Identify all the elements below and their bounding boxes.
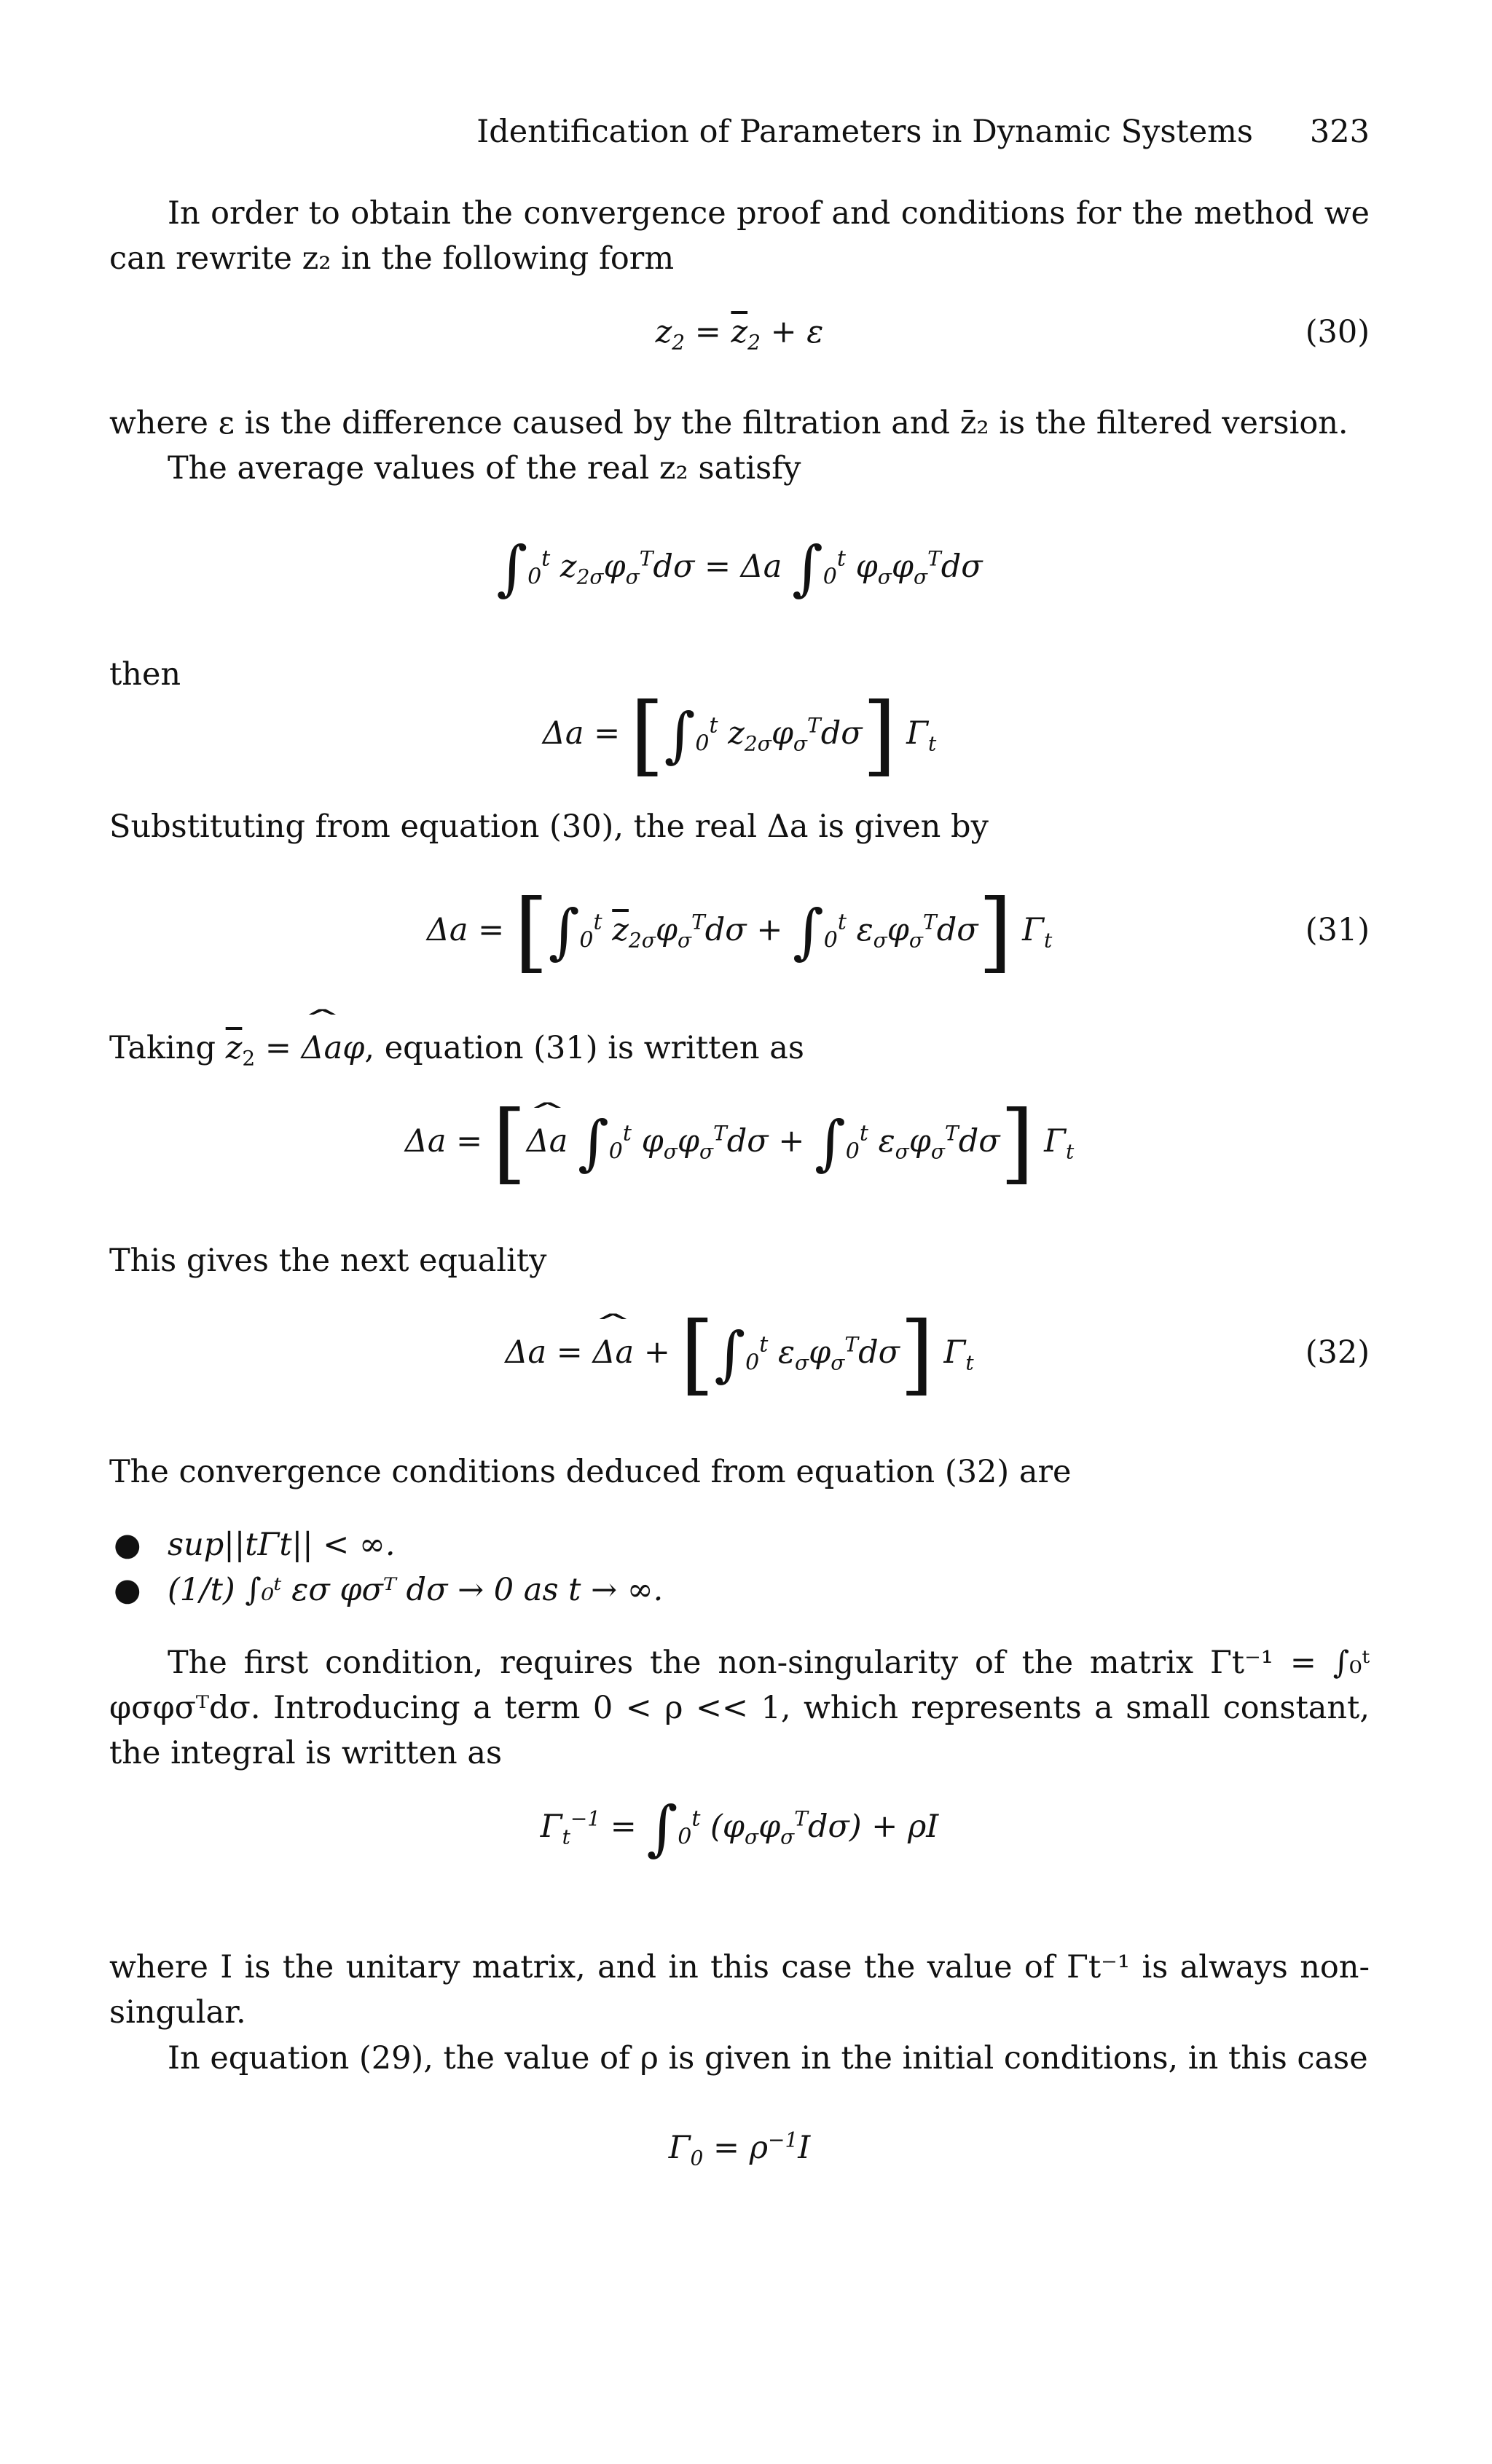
paragraph-taking: Taking $\overline{z}_2$ = ˆ Δaφ, equation (31) is written as [109, 1026, 1370, 1071]
bullet-icon: ● [114, 1572, 141, 1608]
paragraph-difference: where ε is the difference caused by the filtration and z̄₂ is the filtered version. [109, 405, 1348, 441]
equation-gamma0 [109, 2125, 1370, 2170]
paragraph-equality: This gives the next equality [109, 1243, 547, 1279]
paragraph-initial: In equation (29), the value of ρ is given in the initial conditions, in this case [168, 2040, 1368, 2077]
condition-1: sup||tΓt|| < ∞. [168, 1527, 396, 1563]
equation-gamma [109, 1792, 1370, 1879]
equation-31-body: $\Delta a = [\int_0^t$ $\overline{z}_{2\sigma}\varphi_\sigma^Td\sigma + \int_0^t$ $\varepsilon_\sigma\varphi_\sigma^Td\sigma$] $\Gamma_t$ [426, 881, 1053, 983]
paragraph-average: The average values of the real z₂ satisfy [168, 450, 801, 487]
equation-average-body: $\int_0^t$ $z_{2\sigma}\varphi_\sigma^Td\sigma = \Delta a$ $\int_0^t$ $\varphi_\sigma\varphi_\sigma^Td\sigma$ [496, 534, 983, 603]
paragraph-unitary: where I is the unitary matrix, and in this case the value of Γt⁻¹ is always non-singular. [109, 1949, 1370, 2031]
paragraph-substituting: Substituting from equation (30), the real Δa is given by [109, 808, 989, 845]
paragraph-first-condition: The first condition, requires the non-singularity of the matrix Γt⁻¹ = ∫₀ᵗ φσφσᵀdσ. Introducing a term 0 < ρ << 1, which represents a small constant, the integral is written as [109, 1645, 1370, 1771]
list-item [109, 1522, 1370, 1567]
equation-32-number: (32) [1305, 1334, 1370, 1371]
equation-32-body: Δa = ˆ $\Delta a + [\int_0^t$ $\varepsilon_\sigma\varphi_\sigma^Td\sigma$] $\Gamma_t$ [109, 1311, 1370, 1398]
equation-30 [109, 310, 1370, 355]
equation-gamma-body: $\Gamma_t^{-1} = \int_0^t$ $(\varphi_\sigma\varphi_\sigma^Td\sigma) + \rho I$ [540, 1794, 939, 1863]
equation-31 [109, 881, 1370, 983]
list-item [109, 1567, 1370, 1613]
condition-2: (1/t) ∫₀ᵗ εσ φσᵀ dσ → 0 as t → ∞. [168, 1572, 664, 1608]
equation-30-body: $z_2 = \overline{z}_2 + \varepsilon$ [655, 314, 824, 355]
equation-gamma0-body: $\Gamma_0 = \rho^{-1}I$ [668, 2128, 811, 2170]
equation-then-body: $\Delta a = [\int_0^t$ $z_{2\sigma}\varphi_\sigma^Td\sigma$] $\Gamma_t$ [542, 685, 937, 786]
equation-32 [109, 1304, 1370, 1405]
paragraph-intro: In order to obtain the convergence proof and conditions for the method we can rewrite z₂ in the following form [109, 195, 1370, 277]
condition-list [109, 1522, 1370, 1613]
equation-30-number: (30) [1305, 314, 1370, 350]
equation-average [109, 524, 1370, 612]
running-title: Identification of Parameters in Dynamic Systems [476, 114, 1253, 150]
page-number: 323 [1309, 114, 1370, 150]
paragraph-conditions: The convergence conditions deduced from equation (32) are [109, 1454, 1072, 1490]
bullet-icon: ● [114, 1527, 141, 1563]
equation-taking [109, 1093, 1370, 1194]
equation-31-number: (31) [1305, 912, 1370, 948]
equation-taking-body: Δa = [ˆ Δa $\int_0^t$ $\varphi_\sigma\varphi_\sigma^Td\sigma + \int_0^t$ $\varepsilon_\sigma\varphi_\sigma^Td\sigma$] $\Gamma_t$ [109, 1100, 1370, 1187]
running-header [109, 109, 1370, 154]
equation-then [109, 685, 1370, 786]
paragraph-then: then [109, 656, 181, 693]
